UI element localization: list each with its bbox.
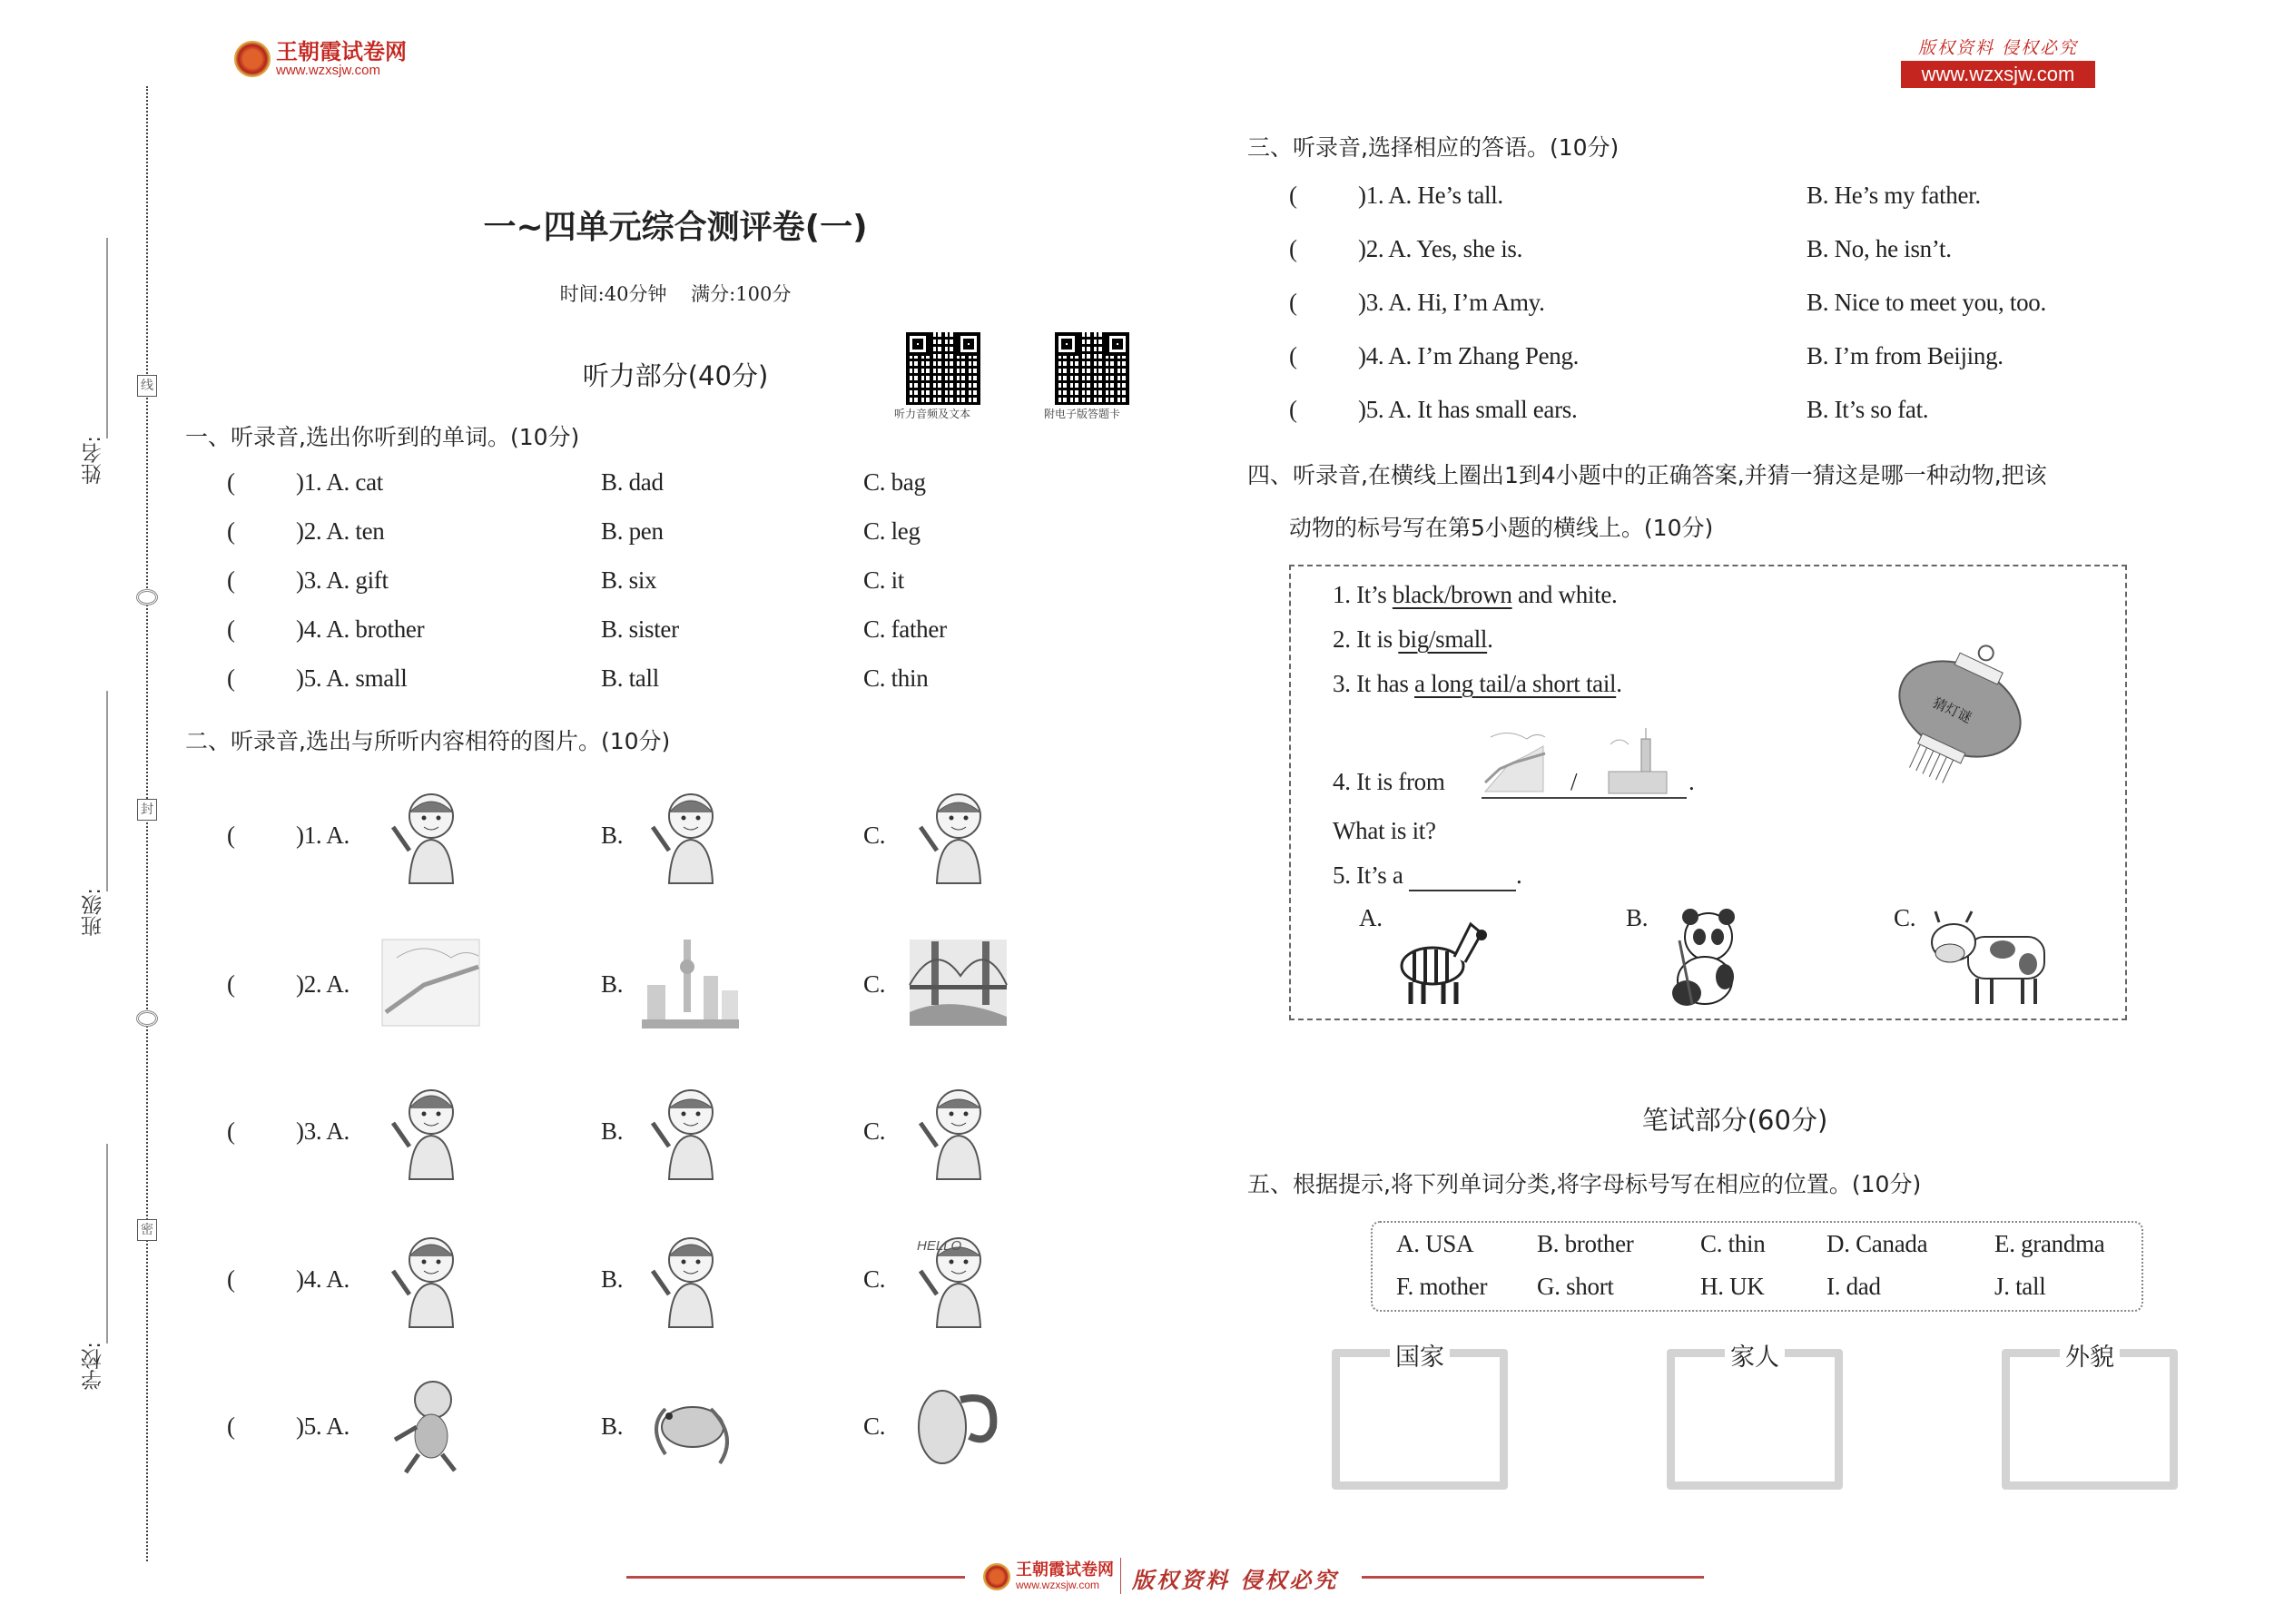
bird-image[interactable] [638, 1373, 743, 1477]
tall-boy-image[interactable] [906, 1078, 1010, 1182]
answer-paren[interactable]: ( [1289, 235, 1297, 262]
name-line [106, 238, 108, 438]
boy-image[interactable] [638, 1078, 743, 1182]
seal-mark: 密 [137, 1219, 157, 1241]
period: . [1689, 768, 1695, 795]
section4-heading-cont: 动物的标号写在第5小题的横线上。(10分) [1289, 515, 1714, 541]
school-line [106, 1144, 108, 1343]
option-a: )4. A. brother [296, 615, 425, 643]
option-c: C. thin [863, 664, 929, 692]
answer-paren[interactable]: ( [227, 970, 235, 998]
footer-logo-url: www.wzxsjw.com [1016, 1579, 1100, 1591]
slash: / [1570, 768, 1578, 795]
option-b: B. tall [601, 664, 659, 692]
qr-caption: 附电子版答题卡 [1044, 408, 1121, 420]
option-b-label: B. [601, 1265, 624, 1293]
answer-paren[interactable]: ( [227, 615, 235, 643]
option-a: )2. A. ten [296, 517, 385, 545]
lantern-image [1886, 631, 2034, 787]
word-item: H. UK [1700, 1273, 1765, 1300]
option-a-label: A. [1359, 904, 1383, 931]
school-label: 学校: [82, 1342, 105, 1391]
option-c-label: C. [863, 822, 886, 849]
boy-smiling-image[interactable] [906, 782, 1010, 886]
word-item: F. mother [1396, 1273, 1488, 1300]
copyright-text: 版权资料 侵权必究 [1917, 38, 2079, 58]
riddle-q2: 2. It is big/small. [1333, 625, 1493, 653]
class-line [106, 691, 108, 891]
riddle-q3: 3. It has a long tail/a short tail. [1333, 670, 1622, 697]
answer-paren[interactable]: ( [227, 517, 235, 545]
word-item: C. thin [1700, 1230, 1766, 1257]
footer-copyright: 版权资料 侵权必究 [1132, 1567, 1339, 1593]
seal-icon [983, 1563, 1010, 1590]
binding-dotted-line [146, 86, 148, 1561]
qr-caption: 听力音频及文本 [894, 408, 971, 420]
answer-paren[interactable]: ( [227, 822, 235, 849]
option-c-label: C. [1894, 904, 1916, 931]
word-item: G. short [1537, 1273, 1614, 1300]
section3-heading: 三、听录音,选择相应的答语。(10分) [1247, 134, 1620, 161]
copyright-url: www.wzxsjw.com [1901, 61, 2095, 88]
cow-image[interactable] [1921, 904, 2057, 1009]
footer-line-right [1362, 1576, 1704, 1579]
answer-blank-q4[interactable] [1482, 797, 1687, 799]
exam-meta: 时间:40分钟 满分:100分 [559, 283, 792, 305]
option-c: C. it [863, 566, 905, 594]
option-b-label: B. [601, 822, 624, 849]
panda-image[interactable] [1652, 904, 1757, 1009]
option-a: )2. A. Yes, she is. [1358, 235, 1523, 262]
qr-code-audio[interactable] [906, 332, 980, 405]
site-logo [234, 40, 407, 78]
word-item: A. USA [1396, 1230, 1474, 1257]
zebra-image[interactable] [1387, 906, 1492, 1010]
answer-paren[interactable]: ( [1289, 396, 1297, 423]
great-wall-image[interactable] [379, 930, 483, 1035]
riddle-question: What is it? [1333, 817, 1436, 844]
option-b: B. He’s my father. [1807, 182, 1981, 209]
option-c-label: C. [863, 970, 886, 998]
option-b-label: B. [601, 1412, 624, 1440]
word-item: J. tall [1994, 1273, 2046, 1300]
teacher-pointing-image[interactable] [379, 1225, 483, 1330]
answer-paren[interactable]: ( [227, 1265, 235, 1293]
answer-paren[interactable]: ( [1289, 289, 1297, 316]
option-b: B. It’s so fat. [1807, 396, 1929, 423]
option-c: C. bag [863, 468, 926, 496]
answer-paren[interactable]: ( [227, 1117, 235, 1145]
class-label: 班级: [82, 888, 105, 937]
name-label: 姓名: [82, 436, 105, 485]
ornament-icon [136, 589, 158, 605]
answer-paren[interactable]: ( [227, 468, 235, 496]
option-c-label: C. [863, 1412, 886, 1440]
option-b: B. Nice to meet you, too. [1807, 289, 2046, 316]
seal-icon [234, 41, 271, 77]
option-c: C. father [863, 615, 947, 643]
option-b-label: B. [601, 1117, 624, 1145]
footer-line-left [626, 1576, 965, 1579]
boy-waving-image[interactable] [379, 782, 483, 886]
footer-divider [1120, 1558, 1121, 1594]
option-a: )5. A. It has small ears. [1358, 396, 1578, 423]
option-c-label: C. [863, 1117, 886, 1145]
girl-walking-image[interactable] [638, 1225, 743, 1330]
word-item: B. brother [1537, 1230, 1634, 1257]
logo-name: 王朝霞试卷网 [276, 39, 407, 64]
category-label: 外貌 [2060, 1337, 2120, 1373]
word-item: I. dad [1826, 1273, 1881, 1300]
seal-mark: 封 [137, 799, 157, 821]
writing-section-title: 笔试部分(60分) [1641, 1105, 1828, 1136]
category-frame[interactable] [1667, 1343, 1843, 1490]
choice-q3[interactable]: a long tail/a short tail [1413, 670, 1617, 697]
category-label: 家人 [1725, 1337, 1785, 1373]
category-label: 国家 [1390, 1337, 1450, 1373]
footer-logo-name: 王朝霞试卷网 [1016, 1560, 1114, 1580]
answer-paren[interactable]: ( [1289, 342, 1297, 369]
footer-logo [983, 1561, 1114, 1591]
option-b-label: B. [1626, 904, 1649, 931]
riddle-q5: 5. It’s a . [1333, 861, 1521, 891]
qr-code-answer-card[interactable] [1055, 332, 1129, 405]
girl-image[interactable] [379, 1078, 483, 1182]
answer-paren[interactable]: ( [227, 1412, 235, 1440]
option-a-label: )1. A. [296, 822, 350, 849]
choice-q2[interactable]: big/small [1398, 625, 1488, 653]
option-a-label: )5. A. [296, 1412, 350, 1440]
golden-gate-bridge-image[interactable] [906, 930, 1010, 1035]
copyright-badge [1901, 34, 2095, 88]
section2-heading: 二、听录音,选出与所听内容相符的图片。(10分) [185, 728, 671, 754]
section1-heading: 一、听录音,选出你听到的单词。(10分) [185, 424, 580, 450]
word-item: D. Canada [1826, 1230, 1928, 1257]
answer-paren[interactable]: ( [227, 664, 235, 692]
answer-paren[interactable]: ( [227, 566, 235, 594]
option-b: B. sister [601, 615, 679, 643]
option-b: B. No, he isn’t. [1807, 235, 1952, 262]
seal-mark: 线 [137, 375, 157, 397]
elephant-image[interactable] [906, 1373, 1010, 1477]
ornament-icon [136, 1010, 158, 1027]
category-frame[interactable] [1332, 1343, 1508, 1490]
girl-waving-image[interactable] [638, 782, 743, 886]
option-a: )1. A. cat [296, 468, 383, 496]
lantern-label: 猜灯谜 [1930, 694, 1974, 727]
option-a: )3. A. Hi, I’m Amy. [1358, 289, 1545, 316]
option-a: )4. A. I’m Zhang Peng. [1358, 342, 1580, 369]
option-b: B. I’m from Beijing. [1807, 342, 2004, 369]
option-a: )5. A. small [296, 664, 408, 692]
monkey-image[interactable] [379, 1373, 483, 1477]
category-frame[interactable] [2002, 1343, 2178, 1490]
option-a-label: )2. A. [296, 970, 350, 998]
riddle-q4: 4. It is from [1333, 768, 1445, 795]
option-a-label: )3. A. [296, 1117, 350, 1145]
hello-sign: HELLO [917, 1238, 962, 1254]
logo-url: www.wzxsjw.com [276, 63, 381, 78]
big-ben-image[interactable] [1605, 726, 1670, 797]
option-a: )3. A. gift [296, 566, 389, 594]
listening-section-title: 听力部分(40分) [582, 360, 769, 391]
great-wall-image[interactable] [1482, 728, 1547, 797]
option-a: )1. A. He’s tall. [1358, 182, 1503, 209]
section4-heading: 四、听录音,在横线上圈出1到4小题中的正确答案,并猜一猜这是哪一种动物,把该 [1247, 462, 2047, 488]
riddle-q1: 1. It’s black/brown and white. [1333, 581, 1618, 608]
option-b-label: B. [601, 970, 624, 998]
option-a-label: )4. A. [296, 1265, 350, 1293]
city-skyline-image[interactable] [638, 930, 743, 1035]
choice-q1[interactable]: black/brown [1392, 581, 1512, 608]
option-b: B. dad [601, 468, 664, 496]
option-c-label: C. [863, 1265, 886, 1293]
word-item: E. grandma [1994, 1230, 2105, 1257]
option-b: B. pen [601, 517, 664, 545]
answer-blank-q5[interactable] [1409, 861, 1516, 891]
page-title: 一~四单元综合测评卷(一) [483, 209, 868, 246]
section5-heading: 五、根据提示,将下列单词分类,将字母标号写在相应的位置。(10分) [1247, 1171, 1922, 1197]
option-c: C. leg [863, 517, 921, 545]
option-b: B. six [601, 566, 657, 594]
answer-paren[interactable]: ( [1289, 182, 1297, 209]
